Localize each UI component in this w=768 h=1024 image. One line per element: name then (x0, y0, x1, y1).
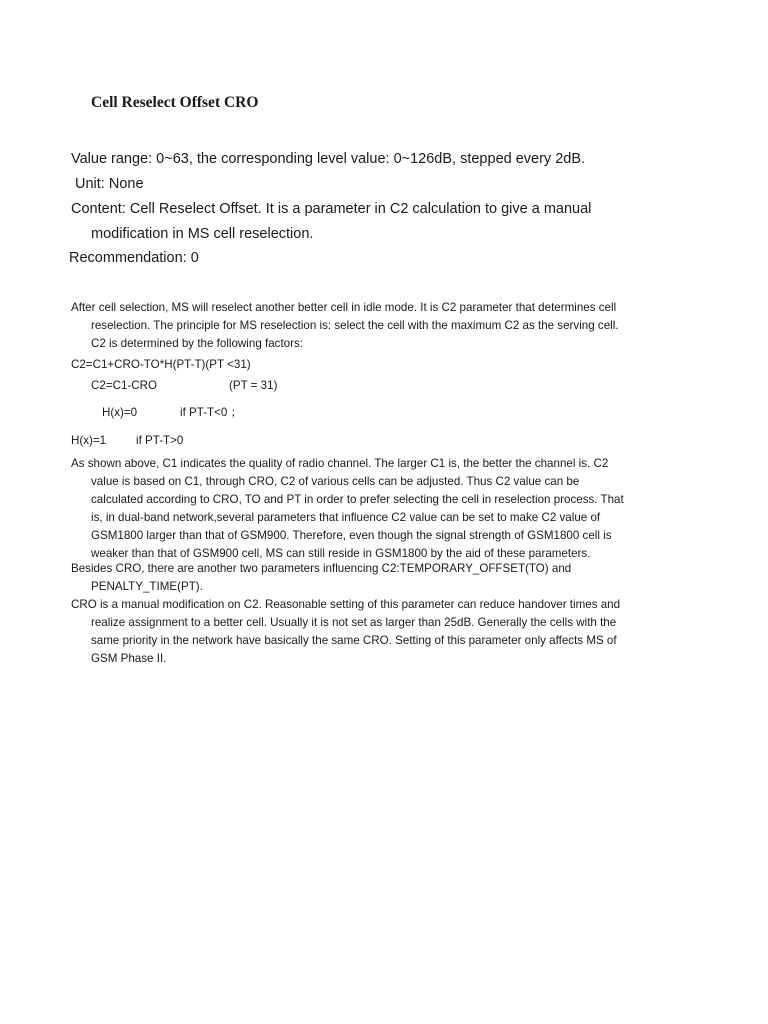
explanation-line-1: As shown above, C1 indicates the quality of radio channel. The larger C1 is, the better the channel is. C2 (71, 457, 609, 470)
explanation-paragraph (71, 455, 671, 563)
content-line-1: Content: Cell Reselect Offset. It is a parameter in C2 calculation to give a manual (71, 201, 592, 217)
explanation-line-6: weaker than that of GSM900 cell, MS can still reside in GSM1800 by the aid of these parameters. (91, 547, 591, 560)
cro-line-2: realize assignment to a better cell. Usually it is not set as larger than 25dB. Generally the cells with the (91, 616, 617, 629)
intro-line-2: reselection. The principle for MS reselection is: select the cell with the maximum C2 as the serving cell. (91, 319, 619, 332)
value-range-text: Value range: 0~63, the corresponding level value: 0~126dB, stepped every 2dB. (71, 151, 586, 167)
cro-line-4: GSM Phase II. (91, 652, 167, 665)
recommendation-text: Recommendation: 0 (69, 250, 199, 266)
besides-paragraph (71, 560, 671, 596)
formula-c2-pt31-left: C2=C1-CRO (91, 379, 158, 392)
explanation-line-3: calculated according to CRO, TO and PT in order to prefer selecting the cell in reselection process. That (91, 493, 624, 506)
explanation-line-5: GSM1800 larger than that of GSM900. Therefore, even though the signal strength of GSM1800 cell is (91, 529, 612, 542)
unit-text: Unit: None (75, 176, 144, 192)
formula-c2-pt31-right: (PT = 31) (229, 379, 278, 392)
content-paragraph (71, 197, 671, 246)
intro-paragraph (71, 299, 671, 353)
cro-paragraph (71, 596, 671, 668)
cro-line-3: same priority in the network have basically the same CRO. Setting of this parameter only affects MS of (91, 634, 617, 647)
besides-line-1: Besides CRO, there are another two parameters influencing C2:TEMPORARY_OFFSET(TO) and (71, 562, 572, 575)
formula-hx0-left: H(x)=0 (102, 406, 138, 419)
intro-line-3: C2 is determined by the following factors: (91, 337, 304, 350)
intro-line-1: After cell selection, MS will reselect another better cell in idle mode. It is C2 parameter that determines cell (71, 301, 617, 314)
formula-c2-general: C2=C1+CRO-TO*H(PT-T)(PT <31) (71, 358, 251, 371)
formula-hx1-left: H(x)=1 (71, 434, 107, 447)
formula-hx0-right: if PT-T<0 ； (180, 406, 243, 419)
content-line-2: modification in MS cell reselection. (91, 225, 314, 242)
explanation-line-2: value is based on C1, through CRO, C2 of various cells can be adjusted. Thus C2 value can be (91, 475, 580, 488)
explanation-line-4: is, in dual-band network,several parameters that influence C2 value can be set to make C2 value of (91, 511, 601, 524)
formula-hx1-right: if PT-T>0 (136, 434, 184, 447)
page-title: Cell Reselect Offset CRO (91, 94, 259, 111)
besides-line-2: PENALTY_TIME(PT). (91, 580, 203, 593)
cro-line-1: CRO is a manual modification on C2. Reasonable setting of this parameter can reduce handover times and (71, 598, 621, 611)
